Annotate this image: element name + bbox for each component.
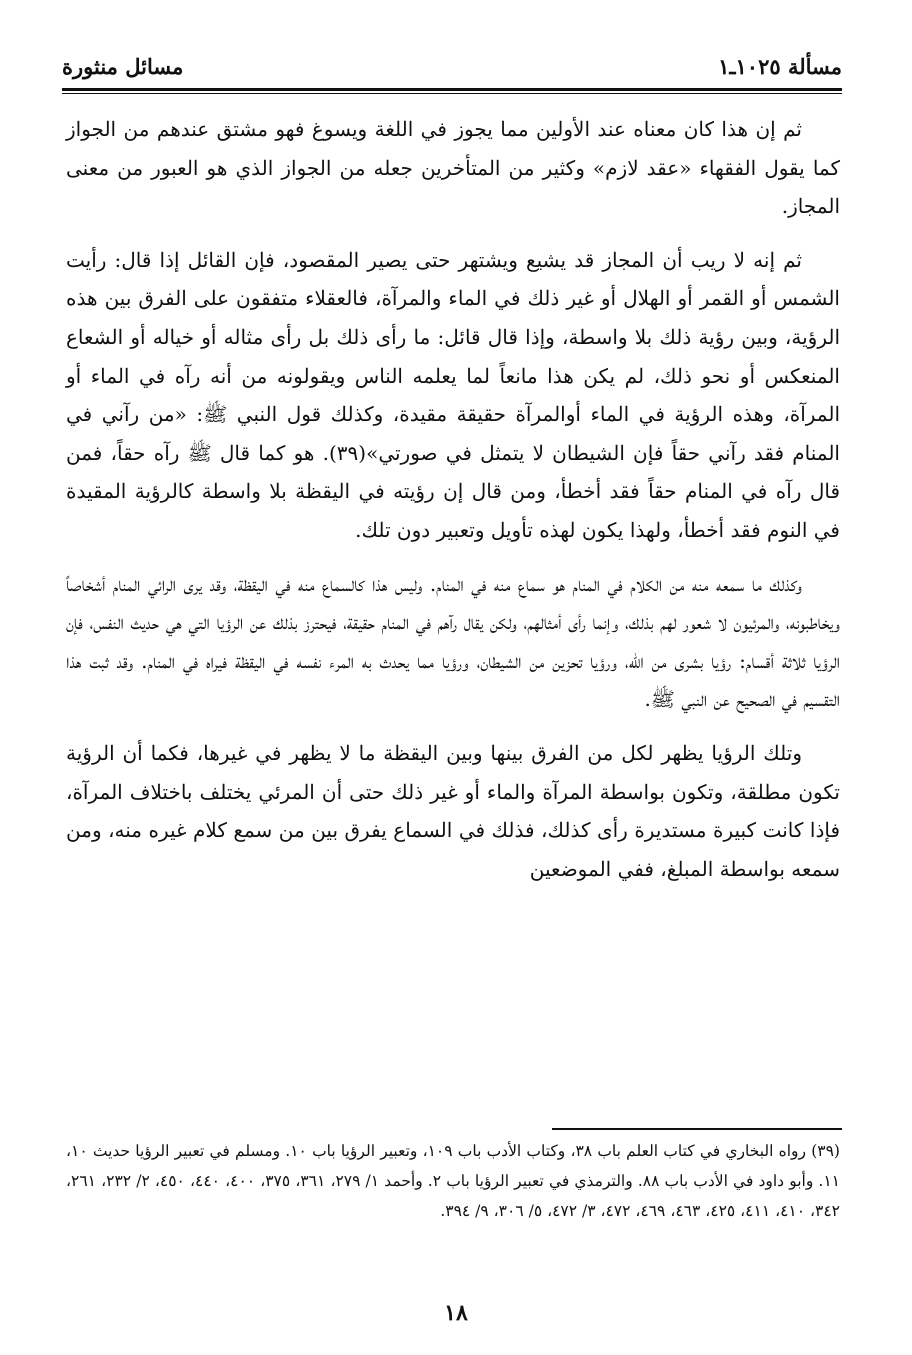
footnote-divider xyxy=(552,1128,842,1130)
paragraph-3: وكذلك ما سمعه منه من الكلام في المنام هو سماع منه في المنام. وليس هذا كالسماع منه في اليقظة، وقد يرى الرائي المنام أشخاصاً ويخاطبونه، والمرئيون لا شعور لهم بذلك، وإنما رأى أمثالهم، ولكن يقال رآهم في المنام حقيقة، فيحترز بذلك عن الرؤيا التي هي حديث النفس، فإن الرؤيا ثلاثة أقسام: رؤيا بشرى من الله، ورؤيا تحزين من الشيطان، ورؤيا مما يحدث به المرء نفسه في اليقظة فيراه في المنام. وقد ثبت هذا التقسيم في الصحيح عن النبي ﷺ. xyxy=(66,571,840,712)
header-divider xyxy=(62,88,842,94)
paragraph-1: ثم إن هذا كان معناه عند الأولين مما يجوز في اللغة ويسوغ فهو مشتق عندهم من الجواز كما يقول الفقهاء «عقد لازم» وكثير من المتأخرين جعله من الجواز الذي هو العبور من معنى المجاز. xyxy=(66,117,840,219)
main-text xyxy=(66,110,840,903)
header-book-title: مسائل منثورة xyxy=(62,54,184,79)
header-issue-title: مسألة ١٠٢٥ـ١ xyxy=(718,54,842,79)
paragraph-4: وتلك الرؤيا يظهر لكل من الفرق بينها وبين اليقظة ما لا يظهر في غيرها، فكما أن الرؤية تكون مطلقة، وتكون بواسطة المرآة والماء أو غير ذلك حتى أن المرئي يختلف باختلاف المرآة، فإذا كانت كبيرة مستديرة رأى كذلك، فذلك في السماع يفرق بين من سمع كلام غيره منه، ومن سمعه بواسطة المبلغ، ففي الموضعين xyxy=(66,740,840,881)
footnote-39: (٣٩) رواه البخاري في كتاب العلم باب ٣٨، وكتاب الأدب باب ١٠٩، وتعبير الرؤيا باب ١٠. ومسلم في تعبير الرؤيا حديث ١٠، ١١. وأبو داود في الأدب باب ٨٨. والترمذي في تعبير الرؤيا باب ٢. وأحمد ١/ ٢٧٩، ٣٦١، ٣٧٥، ٤٠٠، ٤٤٠، ٤٥٠، ٢/ ٢٣٢، ٢٦١، ٣٤٢، ٤١٠، ٤١١، ٤٢٥، ٤٦٣، ٤٦٩، ٤٧٢، ٣/ ٤٧٢، ٥/ ٣٠٦، ٩/ ٣٩٤. xyxy=(66,1142,840,1220)
page-number: ١٨ xyxy=(444,1300,468,1326)
running-header xyxy=(62,50,842,84)
paragraph-2: ثم إنه لا ريب أن المجاز قد يشيع ويشتهر حتى يصير المقصود، فإن القائل إذا قال: رأيت الشمس أو القمر أو الهلال أو غير ذلك في الماء والمرآة، فالعقلاء متفقون على الفرق بين هذه الرؤية، وبين رؤية ذلك بلا واسطة، وإذا قال قائل: ما رأى ذلك بل رأى مثاله أو خياله أو الشعاع المنعكس أو نحو ذلك، لم يكن هذا مانعاً لما يعلمه الناس ويقولونه من أنه رآه في الماء أو المرآة، وهذه الرؤية في الماء أوالمرآة حقيقة مقيدة، وكذلك قول النبي ﷺ: «من رآني في المنام فقد رآني حقاً فإن الشيطان لا يتمثل في صورتي»(٣٩). هو كما قال ﷺ رآه حقاً، فمن قال رآه في المنام حقاً فقد أخطأ، ومن قال إن رؤيته في اليقظة بلا واسطة كالرؤية المقيدة في النوم فقد أخطأ، ولهذا يكون لهذه تأويل وتعبير دون تلك. xyxy=(66,247,840,542)
footnotes xyxy=(66,1136,840,1226)
